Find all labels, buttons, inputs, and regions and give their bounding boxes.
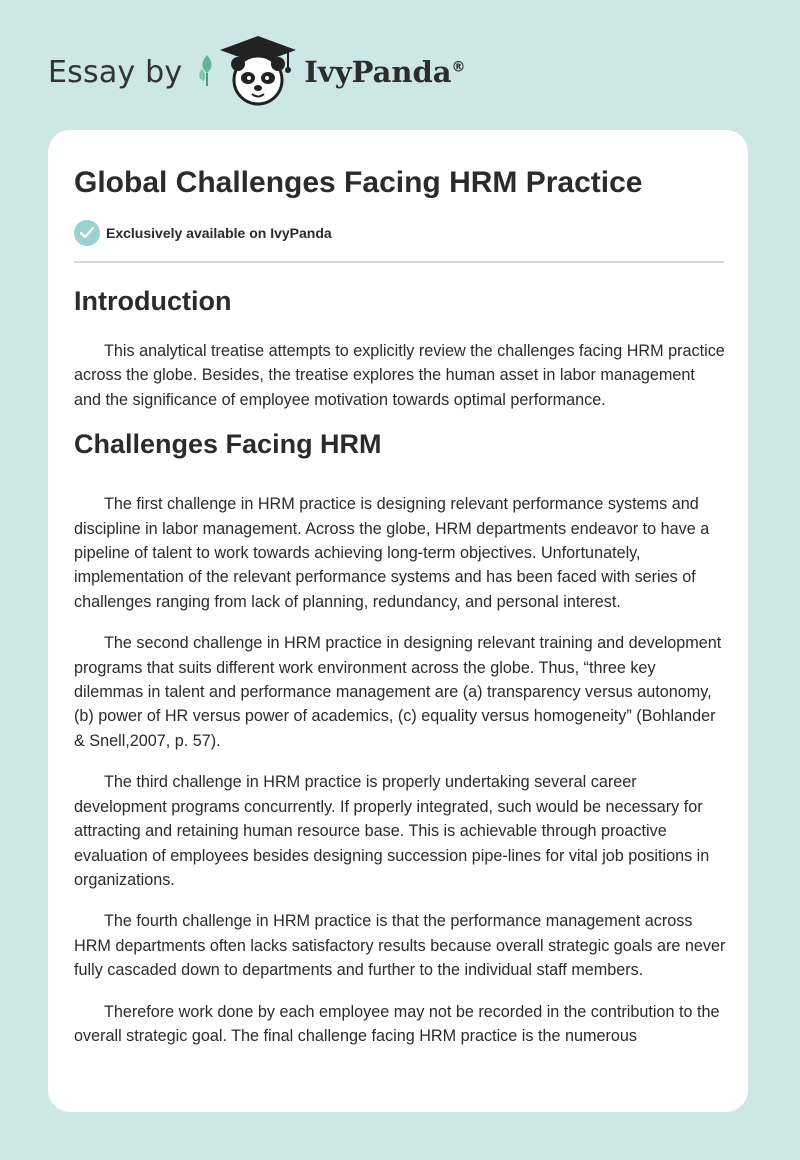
section-heading: Introduction bbox=[74, 286, 232, 316]
site-header bbox=[48, 36, 466, 108]
paragraph: Therefore work done by each employee may not be recorded in the contribution to the overall strategic goal. The final challenge facing HRM practice is the numerous bbox=[74, 1002, 720, 1045]
paragraph: This analytical treatise attempts to explicitly review the challenges facing HRM practice across the globe. Besides, the treatise explores the human asset in labor management and the significance of employee motivation towards optimal performance. bbox=[74, 342, 725, 409]
badge-label: Exclusively available on IvyPanda bbox=[106, 225, 332, 241]
article-body bbox=[74, 278, 726, 1065]
section-heading: Challenges Facing HRM bbox=[74, 429, 382, 460]
paragraph: The first challenge in HRM practice is designing relevant performance systems and discipline in labor management. Across the globe, HRM departments endeavor to have a pipeline of talent to work towards achieving long-term objectives. Unfortunately, implementation of the relevant performance systems and has been faced with series of challenges ranging from lack of planning, redundancy, and personal interest. bbox=[74, 495, 710, 611]
essay-card bbox=[48, 130, 748, 1112]
panda-logo-icon bbox=[218, 34, 298, 111]
divider bbox=[74, 261, 724, 263]
essay-by-label: Essay by bbox=[48, 54, 183, 90]
checkmark-icon bbox=[74, 220, 100, 246]
brand-name: IvyPanda® bbox=[304, 55, 466, 89]
paragraph: The fourth challenge in HRM practice is that the performance management across HRM departments often lacks satisfactory results because overall strategic goals are never fully cascaded down to departments and further to the individual staff members. bbox=[74, 912, 726, 980]
exclusive-badge bbox=[74, 220, 332, 246]
ivy-leaf-icon bbox=[196, 53, 218, 92]
paragraph: The second challenge in HRM practice in designing relevant training and development programs that suits different work environment across the globe. Thus, “three key dilemmas in talent and performance management are (a) transparency versus autonomy, (b) power of HR versus power of academics, (c) equality versus homogeneity” (Bohlander & Snell,2007, p. 57). bbox=[74, 634, 722, 750]
page-title: Global Challenges Facing HRM Practice bbox=[74, 166, 643, 199]
paragraph: The third challenge in HRM practice is properly undertaking several career development programs concurrently. If properly integrated, such would be necessary for attracting and retaining human resource base. This is achievable through proactive evaluation of employees besides designing succession pipe-lines for vital job positions in organizations. bbox=[74, 773, 710, 889]
